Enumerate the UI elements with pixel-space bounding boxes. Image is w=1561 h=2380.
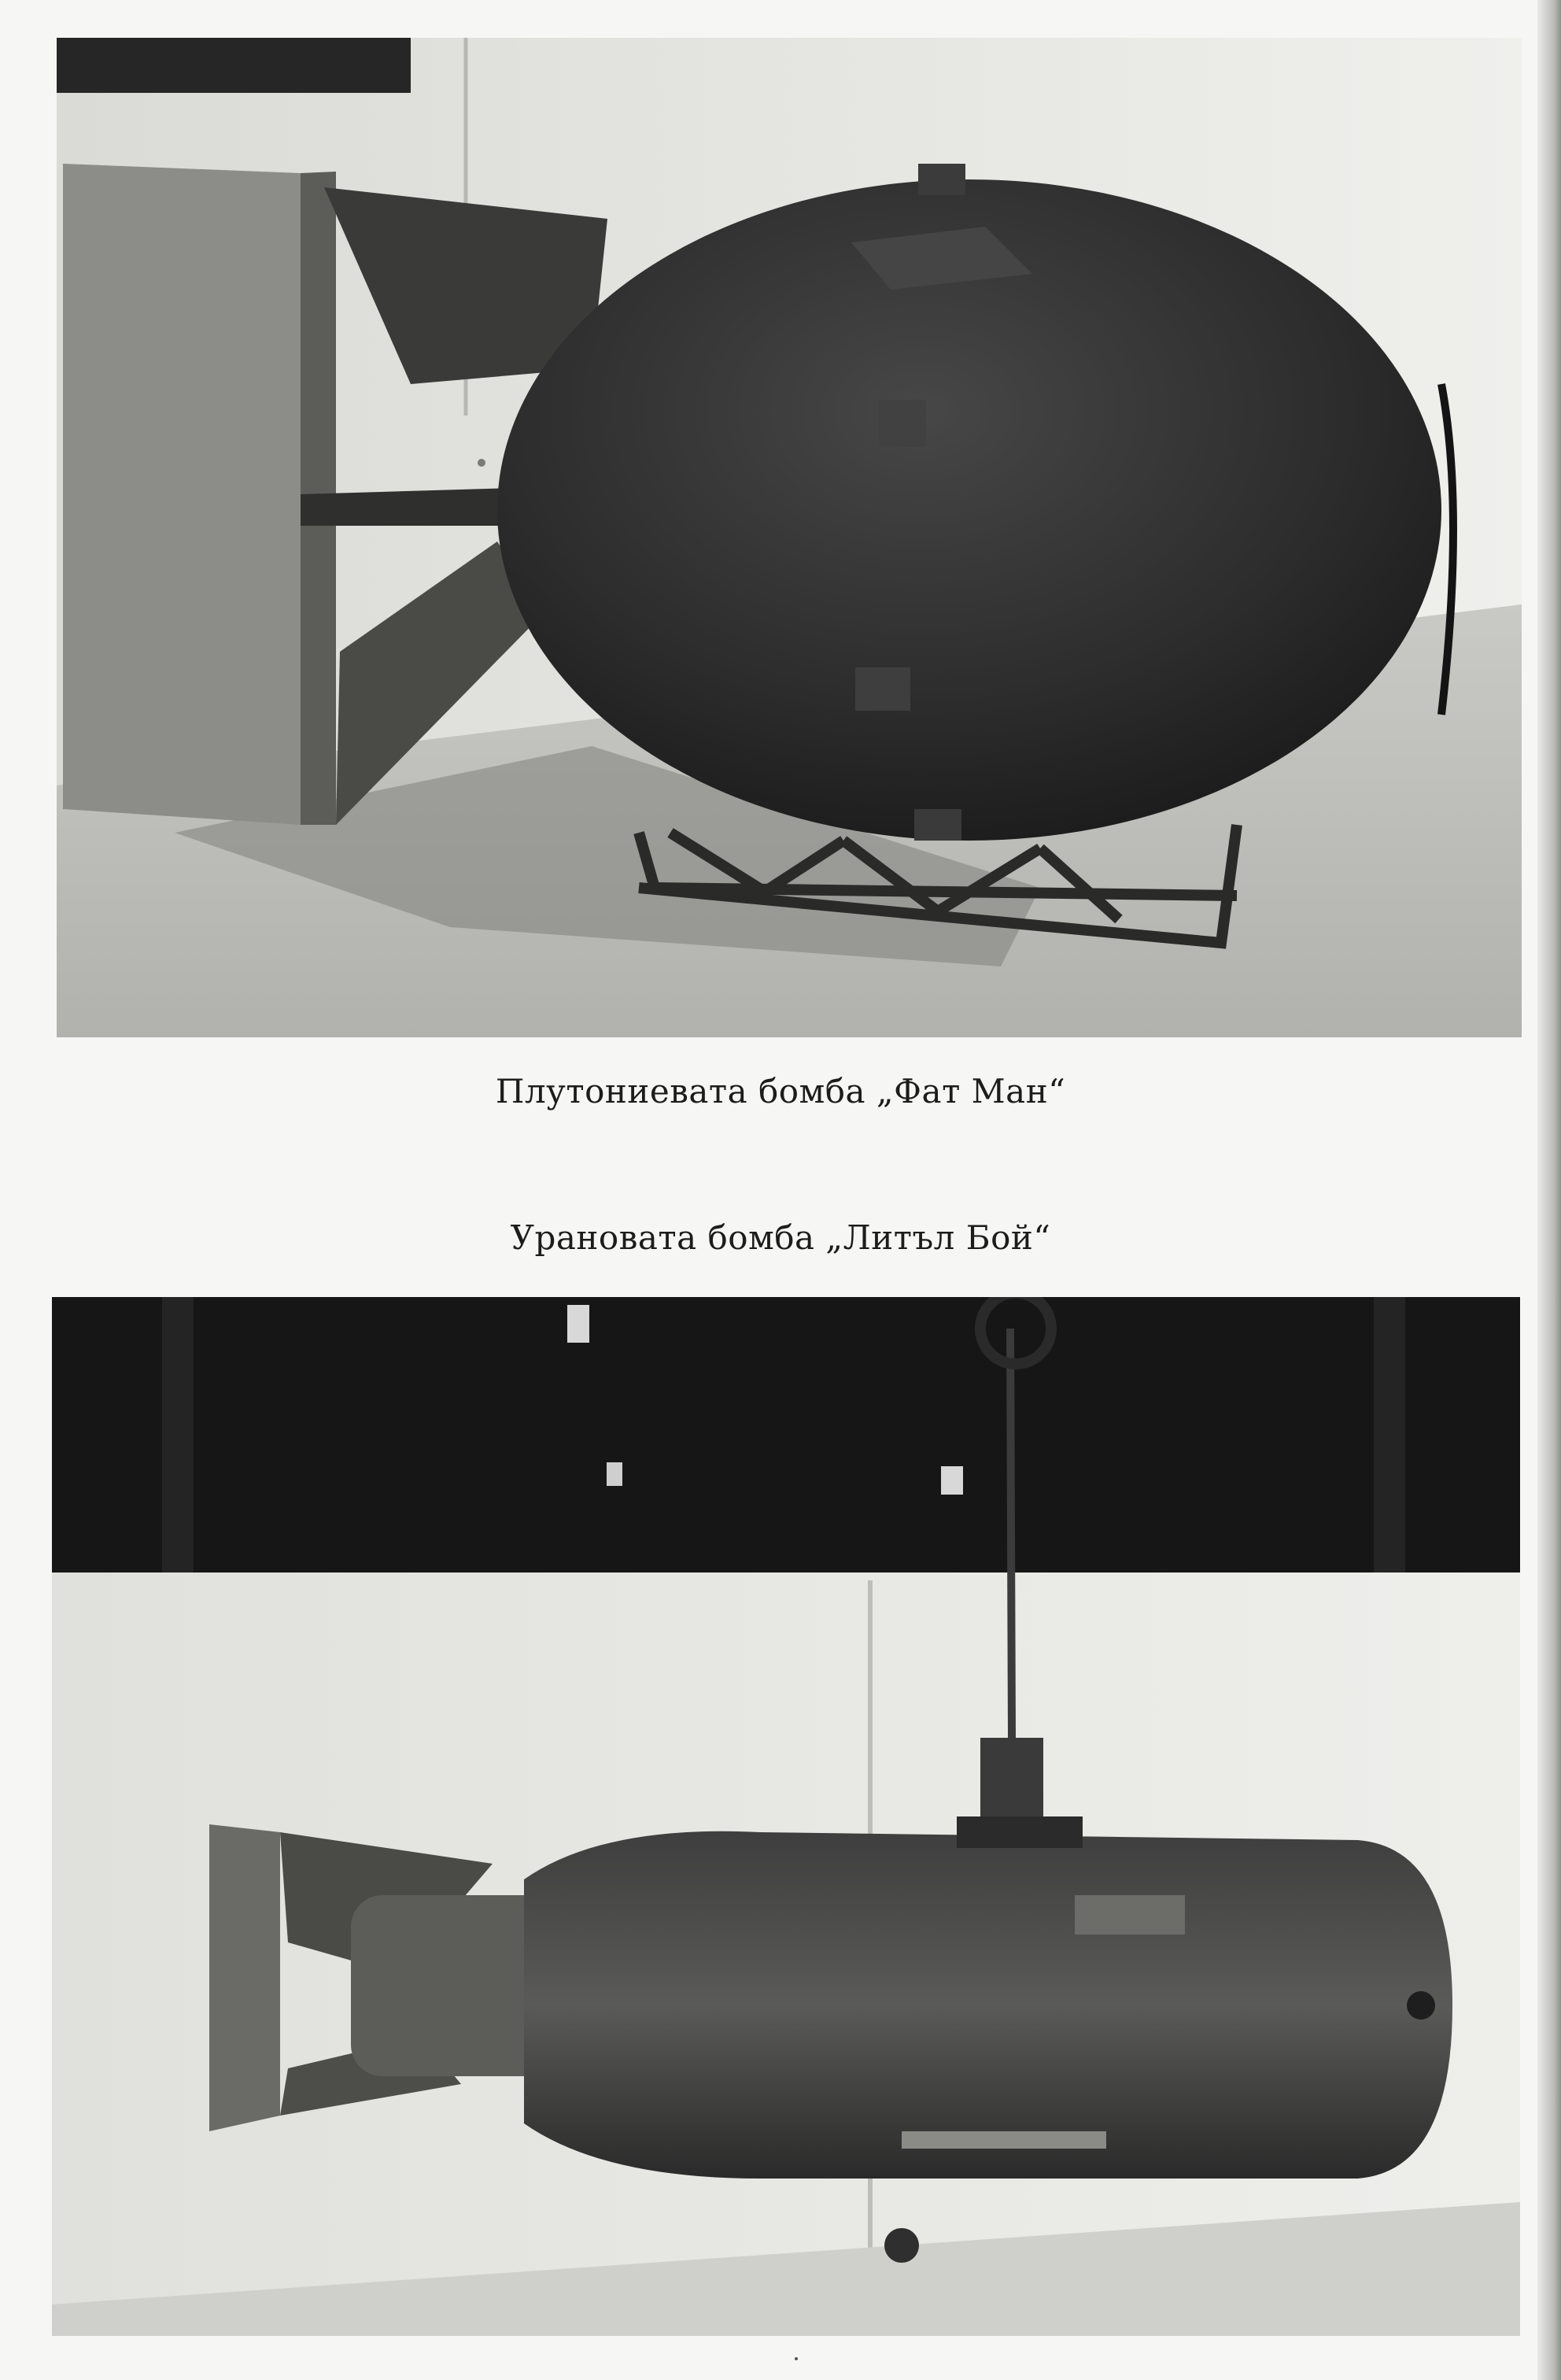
- antenna-plate: [1075, 1895, 1185, 1935]
- rivet: [478, 459, 485, 467]
- ceiling: [52, 1297, 1520, 1572]
- side-lug-2: [855, 667, 910, 711]
- hoist-cable: [1010, 1329, 1012, 1738]
- ceiling-beam: [162, 1297, 194, 1596]
- side-lug-1: [879, 400, 926, 447]
- little-boy-caption: Урановата бомба „Литъл Бой“: [510, 1218, 1051, 1257]
- tail-box-side: [63, 164, 301, 825]
- fat-man-caption: Плутониевата бомба „Фат Ман“: [495, 1072, 1066, 1111]
- page-edge: [1537, 0, 1561, 2380]
- bomb-body: [524, 1831, 1452, 2179]
- belly-lug: [914, 809, 961, 841]
- tail-box: [209, 1824, 280, 2131]
- ceiling-light: [567, 1305, 589, 1343]
- ceiling-light: [607, 1462, 622, 1486]
- nose-cap: [1407, 1991, 1435, 2020]
- top-dark-band: [57, 38, 411, 93]
- caster-wheel: [884, 2228, 919, 2263]
- belly-strip: [902, 2131, 1106, 2149]
- top-fitting: [957, 1816, 1083, 1848]
- little-boy-photo: [52, 1297, 1520, 2336]
- fat-man-photo: [57, 38, 1522, 1037]
- print-speck: [795, 2357, 798, 2360]
- ceiling-beam: [1374, 1297, 1405, 1596]
- ceiling-light: [941, 1466, 963, 1495]
- top-fitting: [918, 164, 965, 195]
